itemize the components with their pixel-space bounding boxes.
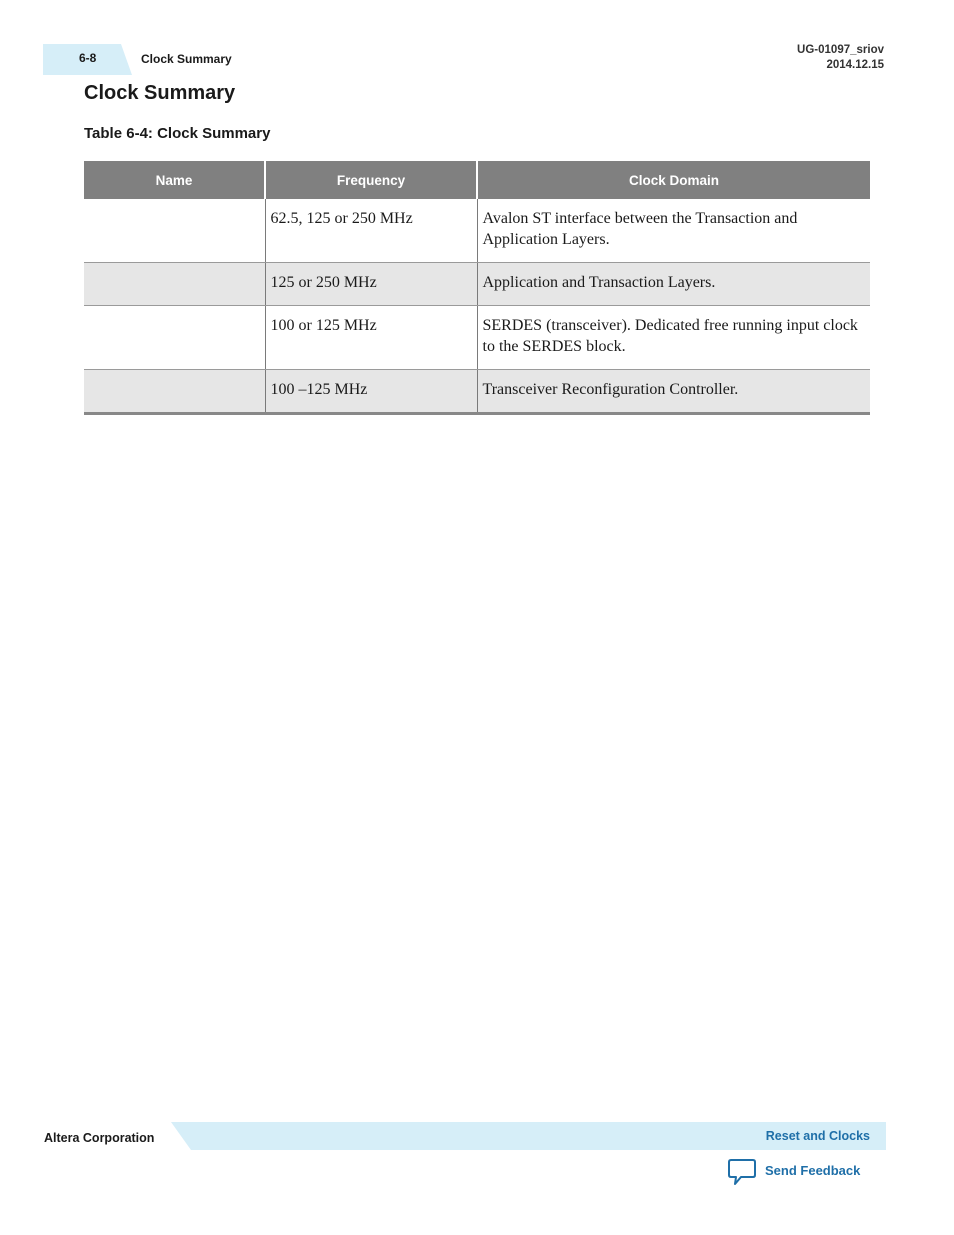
page-number: 6-8 (79, 51, 97, 65)
cell-frequency: 100 or 125 MHz (265, 306, 477, 370)
header-doc-info (797, 43, 884, 73)
footer-company: Altera Corporation (44, 1131, 155, 1145)
cell-clock-domain: Transceiver Reconfiguration Controller. (477, 370, 870, 414)
page-title: Clock Summary (84, 82, 236, 104)
table-caption: Table 6-4: Clock Summary (84, 125, 271, 142)
table-row (84, 199, 870, 263)
cell-frequency: 100 –125 MHz (265, 370, 477, 414)
table-header-row (84, 161, 870, 199)
chapter-link[interactable]: Reset and Clocks (765, 1129, 870, 1143)
cell-frequency: 125 or 250 MHz (265, 263, 477, 306)
header-section-title: Clock Summary (141, 52, 232, 66)
column-header-clock-domain: Clock Domain (477, 161, 870, 199)
cell-name (84, 263, 265, 306)
cell-clock-domain: SERDES (transceiver). Dedicated free running input clock to the SERDES block. (477, 306, 870, 370)
column-header-name: Name (84, 161, 265, 199)
cell-name (84, 370, 265, 414)
table-row (84, 370, 870, 414)
cell-clock-domain: Application and Transaction Layers. (477, 263, 870, 306)
cell-name (84, 306, 265, 370)
table-row (84, 263, 870, 306)
speech-bubble-icon (727, 1158, 757, 1186)
send-feedback-label[interactable]: Send Feedback (765, 1162, 861, 1178)
cell-frequency: 62.5, 125 or 250 MHz (265, 199, 477, 263)
doc-id: UG-01097_sriov (797, 44, 884, 56)
cell-name (84, 199, 265, 263)
doc-date: 2014.12.15 (826, 59, 884, 71)
send-feedback-link[interactable] (727, 1158, 860, 1186)
clock-summary-table (84, 161, 870, 415)
table-row (84, 306, 870, 370)
cell-clock-domain: Avalon ST interface between the Transaction and Application Layers. (477, 199, 870, 263)
column-header-frequency: Frequency (265, 161, 477, 199)
